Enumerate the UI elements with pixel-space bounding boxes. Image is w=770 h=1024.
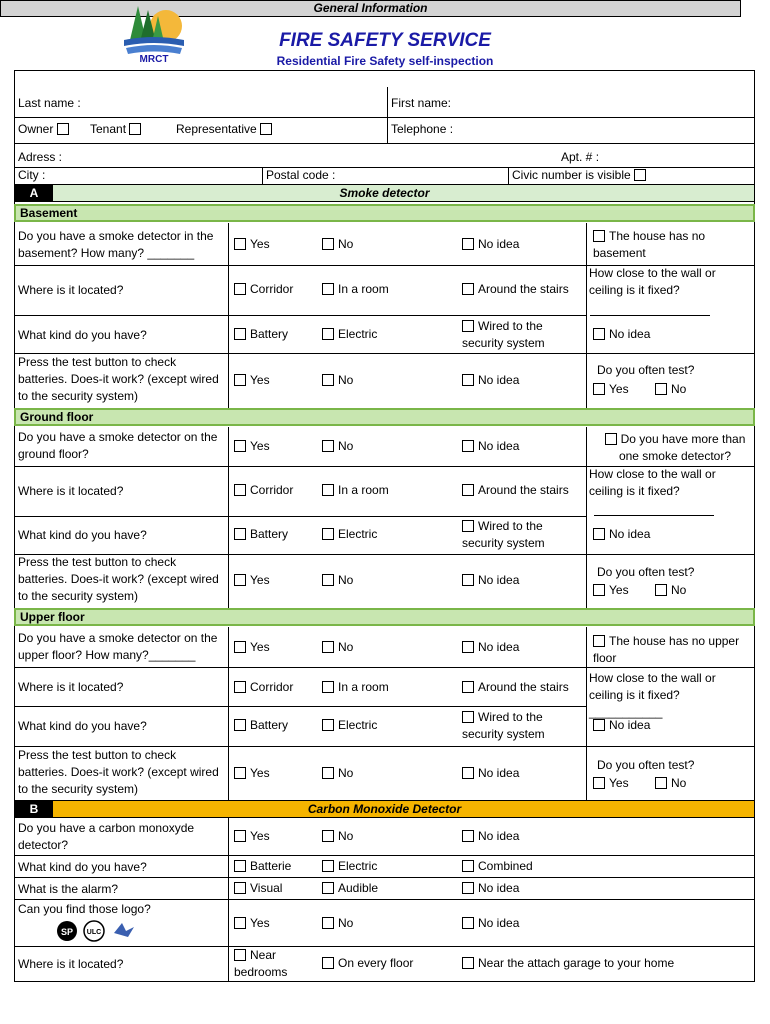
ground-q4-yes[interactable]: Yes [234, 573, 270, 587]
co-q1-yes[interactable]: Yes [234, 829, 270, 843]
upper-q4-yes[interactable]: Yes [234, 766, 270, 780]
basement-q2-stairs[interactable]: Around the stairs [462, 282, 569, 296]
basement-q1: Do you have a smoke detector in the basement? How many? _______ [18, 229, 214, 260]
basement-q4-no[interactable]: No [322, 373, 353, 387]
certification-logos [56, 919, 138, 946]
basement-q4-noidea[interactable]: No idea [462, 373, 519, 387]
ground-side3[interactable]: No idea [593, 527, 650, 541]
co-q2: What kind do you have? [18, 860, 147, 874]
co-q3-visual[interactable]: Visual [234, 881, 282, 895]
address-field[interactable]: Adress : [18, 150, 63, 164]
basement-q1-noidea[interactable]: No idea [462, 237, 519, 251]
basement-q2-room[interactable]: In a room [322, 282, 389, 296]
ground-q2: Where is it located? [18, 484, 124, 498]
upper-side4: Do you often test? [597, 758, 695, 772]
upper-q3-electric[interactable]: Electric [322, 718, 377, 732]
ground-q3-battery[interactable]: Battery [234, 527, 288, 541]
ground-q4-noidea[interactable]: No idea [462, 573, 519, 587]
upper-q1-no[interactable]: No [322, 640, 353, 654]
basement-side3[interactable]: No idea [593, 327, 650, 341]
ground-test-yes[interactable]: Yes [593, 583, 629, 597]
ground-q1: Do you have a smoke detector on the ground floor? [18, 430, 218, 461]
upper-test-yes[interactable]: Yes [593, 776, 629, 790]
upper-q2: Where is it located? [18, 680, 124, 694]
owner-checkbox[interactable]: Owner [18, 122, 73, 136]
ground-q4: Press the test button to check batteries. Does-it work? (except wired to the security system) [18, 555, 219, 603]
ground-q2-corridor[interactable]: Corridor [234, 483, 293, 497]
co-q5: Where is it located? [18, 957, 124, 971]
upper-side3[interactable]: No idea [593, 718, 650, 732]
co-q5-bedrooms[interactable]: Near bedrooms [234, 948, 288, 979]
first-name-field[interactable]: First name: [391, 96, 452, 110]
basement-q2: Where is it located? [18, 283, 124, 297]
ground-q4-no[interactable]: No [322, 573, 353, 587]
ground-test-no[interactable]: No [655, 583, 686, 597]
ground-q3-wired[interactable]: Wired to the security system [462, 519, 545, 550]
upper-q1-noidea[interactable]: No idea [462, 640, 519, 654]
postal-code-field[interactable]: Postal code : [266, 168, 336, 182]
basement-q1-no[interactable]: No [322, 237, 353, 251]
co-q1-no[interactable]: No [322, 829, 353, 843]
upper-q4-no[interactable]: No [322, 766, 353, 780]
ground-q2-room[interactable]: In a room [322, 483, 389, 497]
civic-visible-checkbox[interactable]: Civic number is visible [512, 168, 650, 182]
telephone-field[interactable]: Telephone : [391, 122, 454, 136]
city-field[interactable]: City : [18, 168, 46, 182]
upper-q3-battery[interactable]: Battery [234, 718, 288, 732]
last-name-field[interactable]: Last name : [18, 96, 81, 110]
section-b-header: B Carbon Monoxide Detector [14, 800, 755, 818]
ground-q1-no[interactable]: No [322, 439, 353, 453]
upper-q3: What kind do you have? [18, 719, 147, 733]
upper-q1: Do you have a smoke detector on the upper floor? How many?_______ [18, 631, 218, 662]
co-q2-electric[interactable]: Electric [322, 859, 377, 873]
basement-test-no[interactable]: No [655, 382, 686, 396]
svg-text:SP: SP [60, 927, 74, 937]
upper-test-no[interactable]: No [655, 776, 686, 790]
apt-field[interactable]: Apt. # : [561, 150, 600, 164]
upper-q2-corridor[interactable]: Corridor [234, 680, 293, 694]
co-q5-garage[interactable]: Near the attach garage to your home [462, 956, 674, 970]
basement-side2: How close to the wall or ceiling is it fixed? [589, 266, 716, 297]
ground-q3-electric[interactable]: Electric [322, 527, 377, 541]
basement-q4-yes[interactable]: Yes [234, 373, 270, 387]
upper-q2-stairs[interactable]: Around the stairs [462, 680, 569, 694]
ground-side4: Do you often test? [597, 565, 695, 579]
basement-side1[interactable]: The house has no basement [593, 229, 706, 260]
co-q5-everyfloor[interactable]: On every floor [322, 956, 413, 970]
basement-q2-corridor[interactable]: Corridor [234, 282, 293, 296]
page-subtitle: Residential Fire Safety self-inspection [276, 54, 494, 68]
co-q2-combined[interactable]: Combined [462, 859, 533, 873]
basement-q3-electric[interactable]: Electric [322, 327, 377, 341]
upper-side1[interactable]: The house has no upper floor [593, 634, 740, 665]
co-q1: Do you have a carbon monoxyde detector? [18, 821, 195, 852]
co-q3-audible[interactable]: Audible [322, 881, 378, 895]
ground-q2-stairs[interactable]: Around the stairs [462, 483, 569, 497]
co-q3: What is the alarm? [18, 882, 119, 896]
upper-q2-room[interactable]: In a room [322, 680, 389, 694]
ground-side2: How close to the wall or ceiling is it fixed? [589, 467, 716, 498]
page-title: FIRE SAFETY SERVICE [279, 30, 491, 51]
basement-bar: Basement [14, 204, 755, 222]
co-q3-noidea[interactable]: No idea [462, 881, 519, 895]
basement-q3-battery[interactable]: Battery [234, 327, 288, 341]
upper-side2: How close to the wall or ceiling is it fixed? ___________ [589, 671, 716, 719]
co-q1-noidea[interactable]: No idea [462, 829, 519, 843]
upper-q1-yes[interactable]: Yes [234, 640, 270, 654]
ground-q3: What kind do you have? [18, 528, 147, 542]
co-q4: Can you find those logo? [18, 902, 151, 916]
svg-text:MRCT: MRCT [139, 54, 169, 64]
tenant-checkbox[interactable]: Tenant [90, 122, 145, 136]
representative-checkbox[interactable]: Representative [176, 122, 276, 136]
co-q4-noidea[interactable]: No idea [462, 916, 519, 930]
upper-q4-noidea[interactable]: No idea [462, 766, 519, 780]
basement-q4: Press the test button to check batteries. Does-it work? (except wired to the security system) [18, 355, 219, 403]
section-a-header: A Smoke detector [14, 184, 755, 202]
co-q4-yes[interactable]: Yes [234, 916, 270, 930]
svg-text:ULC: ULC [86, 929, 102, 936]
basement-test-yes[interactable]: Yes [593, 382, 629, 396]
upper-q4: Press the test button to check batteries. Does-it work? (except wired to the security system) [18, 748, 219, 796]
general-info-header: General Information [0, 0, 741, 17]
upper-floor-bar: Upper floor [14, 608, 755, 626]
basement-q3-wired[interactable]: Wired to the security system [462, 319, 545, 350]
basement-q1-yes[interactable]: Yes [234, 237, 270, 251]
ground-floor-bar: Ground floor [14, 408, 755, 426]
upper-q3-wired[interactable]: Wired to the security system [462, 710, 545, 741]
co-q2-batterie[interactable]: Batterie [234, 859, 291, 873]
ground-q1-noidea[interactable]: No idea [462, 439, 519, 453]
ground-side1[interactable]: Do you have more than one smoke detector? [596, 431, 754, 465]
ground-q1-yes[interactable]: Yes [234, 439, 270, 453]
basement-q3: What kind do you have? [18, 328, 147, 342]
basement-side4: Do you often test? [597, 363, 695, 377]
co-q4-no[interactable]: No [322, 916, 353, 930]
